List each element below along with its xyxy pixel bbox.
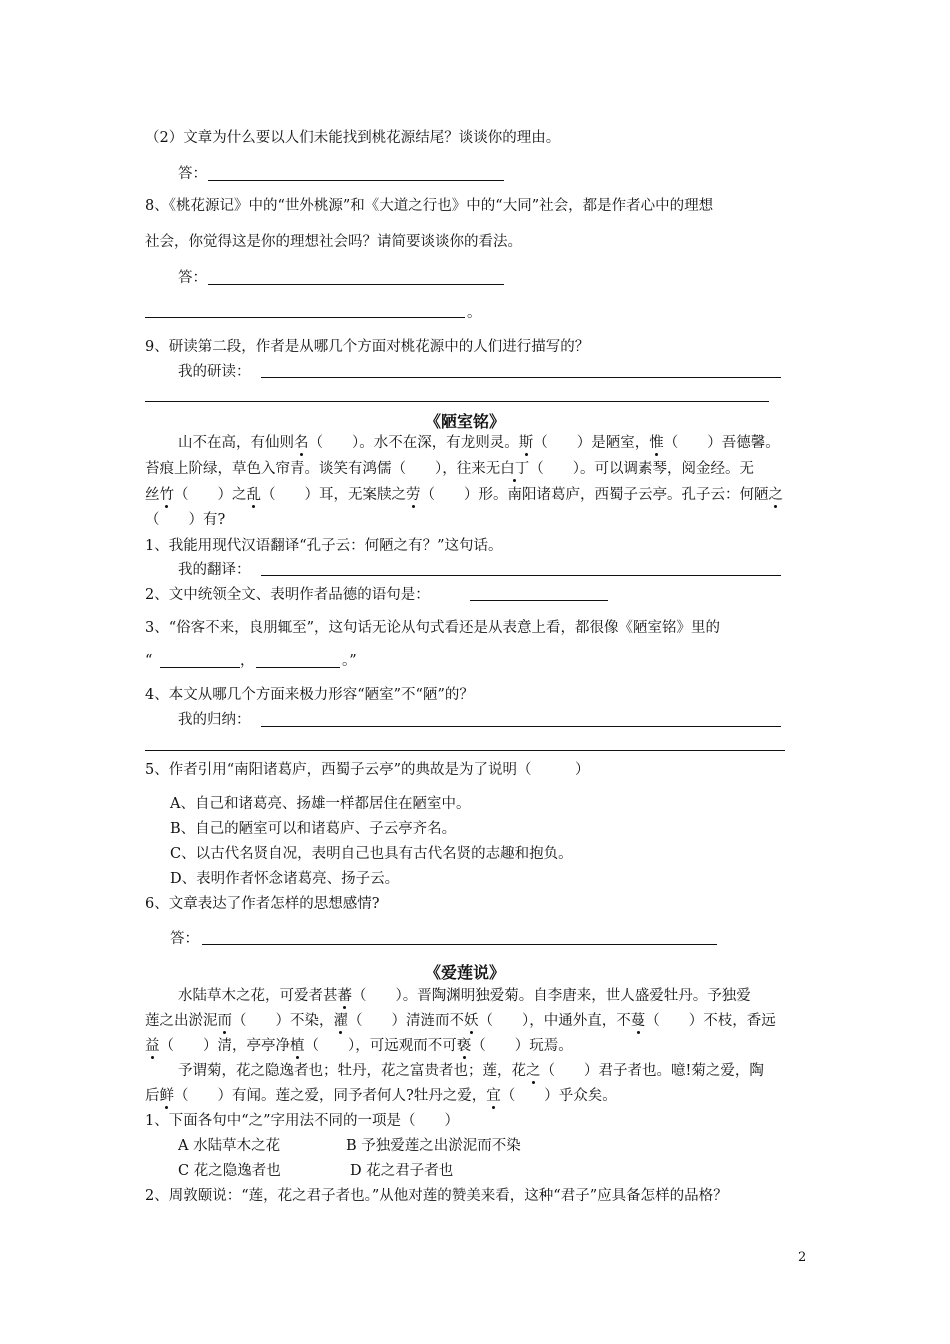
question-7-2: （2）文章为什么要以人们未能找到桃花源结尾？谈谈你的理由。	[145, 130, 561, 146]
my-study-label: 我的研读：	[178, 364, 251, 380]
option-d: D 花之君子者也	[350, 1163, 454, 1179]
period: 。	[467, 305, 482, 321]
question-8-line-1: 8、《桃花源记》中的“世外桃源”和《大道之行也》中的“大同”社会，都是作者心中的理想	[145, 198, 714, 214]
lsm-question-4: 4、本文从哪几个方面来极力形容“陋室”不“陋”的？	[145, 687, 474, 703]
option-a: A 水陆草木之花	[178, 1138, 281, 1154]
passage-line: 苔痕上阶绿，草色入帘青。谈笑有鸿儒（ ），往来无白丁（ ）。可以调素琴，阅金经。无	[145, 461, 754, 477]
answer-line[interactable]	[145, 750, 785, 751]
page-number: 2	[798, 1250, 807, 1265]
answer-line[interactable]	[208, 180, 504, 181]
passage-line: 水陆草木之花，可爱者甚蕃（ ）。晋陶渊明独爱菊。自李唐来，世人盛爱牡丹。予独爱	[178, 988, 751, 1004]
answer-label: 答：	[170, 931, 199, 947]
answer-blank[interactable]	[160, 667, 240, 668]
my-translation-label: 我的翻译：	[178, 562, 251, 578]
answer-line[interactable]	[261, 377, 781, 378]
answer-line[interactable]	[261, 726, 781, 727]
option-c: C 花之隐逸者也	[178, 1163, 281, 1179]
als-question-1: 1、下面各句中“之”字用法不同的一项是（ ）	[145, 1113, 460, 1129]
section-title-ailianshuo: 《爱莲说》	[425, 963, 506, 982]
option-d: D、表明作者怀念诸葛亮、扬子云。	[170, 871, 400, 887]
answer-label: 答：	[178, 166, 207, 182]
my-summary-label: 我的归纳：	[178, 712, 251, 728]
passage-line: 后鲜（ ）有闻。莲之爱，同予者何人?牡丹之爱，宜（ ）乎众矣。	[145, 1088, 617, 1104]
answer-line[interactable]	[145, 401, 769, 402]
lsm-question-2: 2、文中统领全文、表明作者品德的语句是：	[145, 587, 430, 603]
option-b: B、自己的陋室可以和诸葛庐、子云亭齐名。	[170, 821, 457, 837]
answer-label: 答：	[178, 270, 207, 286]
passage-line: 山不在高，有仙则名（ ）。水不在深，有龙则灵。斯（ ）是陋室，惟（ ）吾德馨。	[178, 435, 780, 451]
passage-line: 予谓菊，花之隐逸者也；牡丹，花之富贵者也；莲，花之（ ）君子者也。噫!菊之爱，陶	[178, 1063, 764, 1079]
answer-line[interactable]	[261, 575, 781, 576]
quote-close: 。”	[342, 653, 357, 669]
lsm-question-6: 6、文章表达了作者怎样的思想感情?	[145, 896, 380, 912]
answer-line[interactable]	[208, 284, 504, 285]
answer-line[interactable]	[470, 600, 608, 601]
passage-line: 莲之出淤泥而（ ）不染，濯（ ）清涟而不妖（ ），中通外直，不蔓（ ）不枝，香远	[145, 1013, 776, 1029]
option-a: A、自己和诸葛亮、扬雄一样都居住在陋室中。	[170, 796, 471, 812]
quote-open: “	[145, 653, 153, 669]
question-8-line-2: 社会，你觉得这是你的理想社会吗？请简要谈谈你的看法。	[145, 234, 522, 250]
answer-line[interactable]	[202, 944, 717, 945]
lsm-question-5: 5、作者引用“南阳诸葛庐，西蜀子云亭”的典故是为了说明（ ）	[145, 762, 590, 778]
answer-blank[interactable]	[256, 667, 340, 668]
lsm-question-1: 1、我能用现代汉语翻译“孔子云：何陋之有？”这句话。	[145, 538, 503, 554]
passage-line: （ ）有?	[145, 512, 226, 528]
section-title-loushiming: 《陋室铭》	[425, 412, 506, 431]
als-question-2: 2、周敦颐说：“莲，花之君子者也。”从他对莲的赞美来看，这种“君子”应具备怎样的品格？	[145, 1188, 728, 1204]
option-b: B 予独爱莲之出淤泥而不染	[346, 1138, 521, 1154]
lsm-question-3: 3、“俗客不来，良朋辄至”，这句话无论从句式看还是从表意上看，都很像《陋室铭》里的	[145, 620, 721, 636]
question-9: 9、研读第二段，作者是从哪几个方面对桃花源中的人们进行描写的？	[145, 339, 590, 355]
passage-line: 丝竹（ ）之乱（ ）耳，无案牍之劳（ ）形。南阳诸葛庐，西蜀子云亭。孔子云：何陋之	[145, 487, 783, 503]
comma: ，	[240, 653, 255, 669]
passage-line: 益（ ）清，亭亭净植（ ），可远观而不可亵（ ）玩焉。	[145, 1038, 573, 1054]
answer-line[interactable]	[145, 317, 465, 318]
option-c: C、以古代名贤自况，表明自己也具有古代名贤的志趣和抱负。	[170, 846, 573, 862]
